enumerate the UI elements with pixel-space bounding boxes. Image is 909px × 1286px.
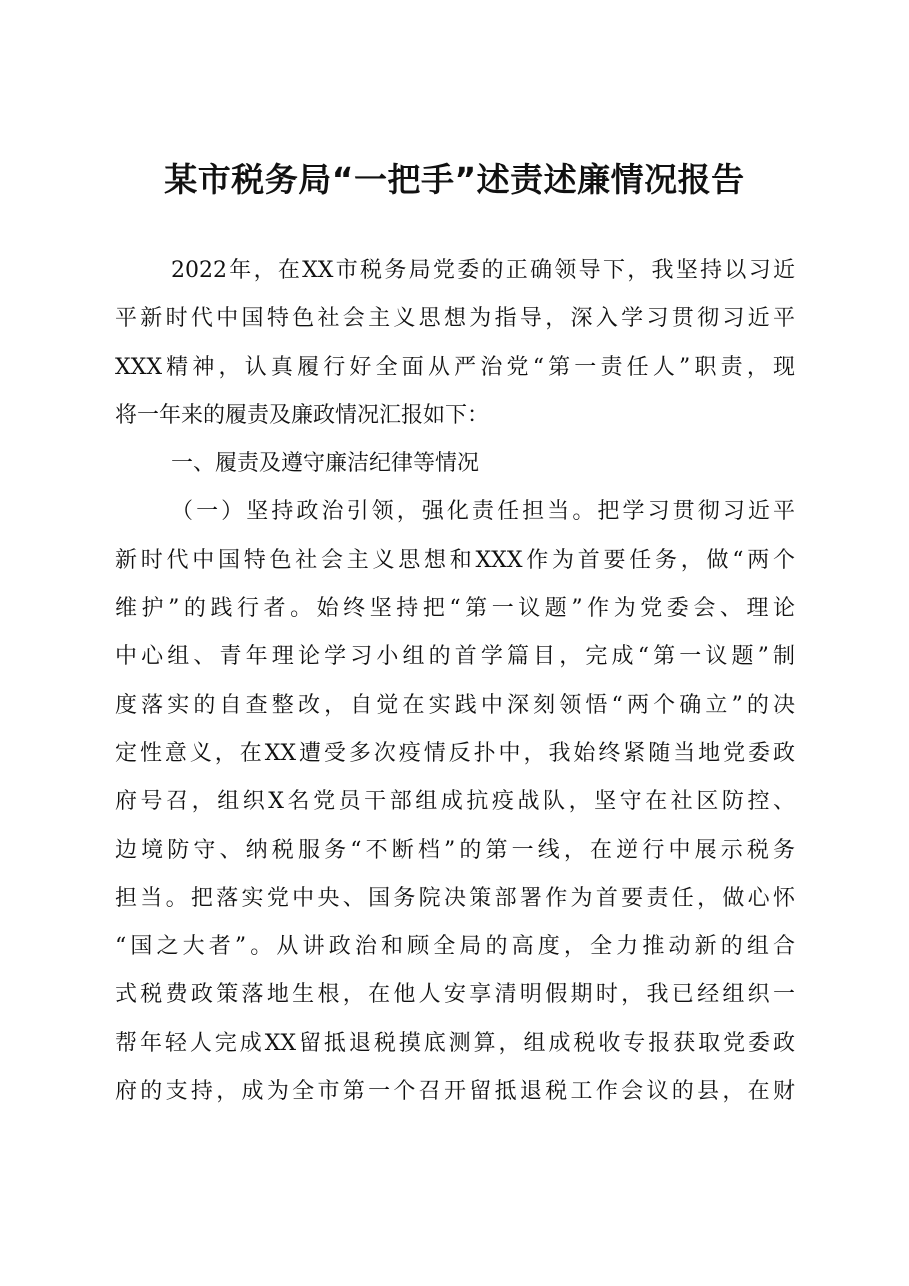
section-heading <box>115 440 795 488</box>
text-line: 府的支持，成为全市第一个召开留抵退税工作会议的县，在财 <box>115 1079 795 1105</box>
text-line: 担当。把落实党中央、国务院决策部署作为首要责任，做心怀 <box>115 885 795 911</box>
text-line: 中心组、青年理论学习小组的首学篇目，完成“第一议题”制 <box>115 644 795 670</box>
document-body <box>115 247 795 1116</box>
text-line: 新时代中国特色社会主义思想和XXX作为首要任务，做“两个 <box>115 547 795 573</box>
text-line: （一）坚持政治引领，强化责任担当。把学习贯彻习近平 <box>171 499 795 525</box>
text-line: 式税费政策落地生根，在他人安享清明假期时，我已经组织一 <box>115 982 795 1008</box>
text-line: 2022年，在XX市税务局党委的正确领导下，我坚持以习近 <box>171 258 795 283</box>
text-line: 度落实的自查整改，自觉在实践中深刻领悟“两个确立”的决 <box>115 692 795 718</box>
text-line: 府号召，组织X名党员干部组成抗疫战队，坚守在社区防控、 <box>115 789 795 815</box>
text-line: 维护”的践行者。始终坚持把“第一议题”作为党委会、理论 <box>115 596 795 622</box>
text-line: 一、履责及遵守廉洁纪律等情况 <box>171 451 480 477</box>
text-line: XXX精神，认真履行好全面从严治党“第一责任人”职责，现 <box>115 354 795 380</box>
text-line: “国之大者”。从讲政治和顾全局的高度，全力推动新的组合 <box>115 934 795 960</box>
text-line: 平新时代中国特色社会主义思想为指导，深入学习贯彻习近平 <box>115 306 795 332</box>
text-line: 将一年来的履责及廉政情况汇报如下： <box>115 402 490 428</box>
paragraph-intro <box>115 247 795 440</box>
text-line: 定性意义，在XX遭受多次疫情反扑中，我始终紧随当地党委政 <box>115 740 795 766</box>
paragraph-section-1 <box>115 488 795 1116</box>
text-line: 帮年轻人完成XX留抵退税摸底测算，组成税收专报获取党委政 <box>115 1030 795 1056</box>
text-line: 边境防守、纳税服务“不断档”的第一线，在逆行中展示税务 <box>115 837 795 863</box>
document-title: 某市税务局“一把手”述责述廉情况报告 <box>164 160 745 199</box>
